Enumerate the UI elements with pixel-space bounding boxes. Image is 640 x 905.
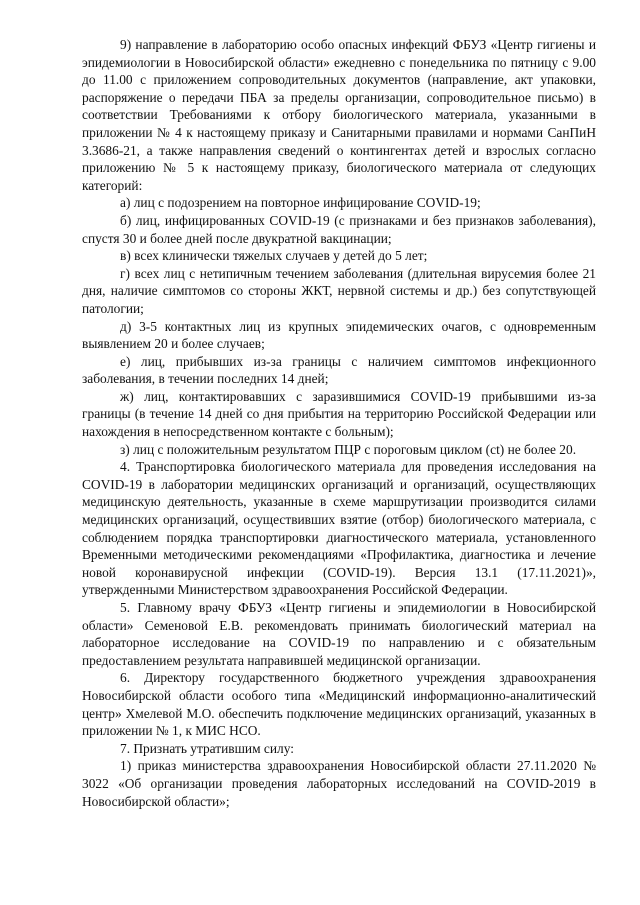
category-z: з) лиц с положительным результатом ПЦР с пороговым циклом (ct) не более 20. [120,441,577,457]
section-7-heading: 7. Признать утратившим силу: [120,740,294,756]
section-6-paragraph: 6. Директору государственного бюджетного учреждения здравоохранения Новосибирской области особого типа «Медицинский информационно-аналитический центр» Хмелевой М.О. обеспечить подключение медицинских организаций, указанных в приложении № 1, к МИС НСО. [82,670,596,739]
category-zh: ж) лиц, контактировавших с заразившимися COVID-19 прибывшими из-за границы (в течение 14 дней со дня прибытия на территорию Российской Федерации или нахождения в непосредственном контакте с больным); [82,388,596,440]
category-v: в) всех клинически тяжелых случаев у детей до 5 лет; [120,248,428,264]
category-a: а) лиц с подозрением на повторное инфицирование COVID-19; [120,195,481,211]
category-b: б) лиц, инфицированных COVID-19 (с признаками и без признаков заболевания), спустя 30 и более дней после двукратной вакцинации; [82,212,596,246]
document-body [82,36,596,810]
category-e: е) лиц, прибывших из-за границы с наличием симптомов инфекционного заболевания, в течении последних 14 дней; [82,353,596,387]
category-g: г) всех лиц с нетипичным течением заболевания (длительная вирусемия более 21 дня, наличие симптомов со стороны ЖКТ, нервной системы и др.) без сопутствующей патологии; [82,265,596,316]
section-7-item-1: 1) приказ министерства здравоохранения Новосибирской области 27.11.2020 № 3022 «Об организации проведения лабораторных исследований на COVID-2019 в Новосибирской области»; [82,758,596,809]
section-4-paragraph: 4. Транспортировка биологического материала для проведения исследования на COVID-19 в лаборатории медицинских организаций и организаций, осуществляющих медицинскую деятельность, указанные в схеме маршрутизации производится силами медицинских организаций, осуществивших взятие (отбор) биологического материала, с соблюдением порядка транспортировки диагностического материала, установленного Временными методическими рекомендациями «Профилактика, диагностика и лечение новой коронавирусной инфекции (COVID-19). Версия 13.1 (17.11.2021)», утвержденными Министерством здравоохранения Российской Федерации. [82,459,596,598]
section-5-paragraph: 5. Главному врачу ФБУЗ «Центр гигиены и эпидемиологии в Новосибирской области» Семеновой Е.В. рекомендовать принимать биологический материал на лабораторное исследование на COVID-19 по направлению и с обязательным предоставлением результата направившей медицинской организации. [82,600,596,668]
category-d: д) 3-5 контактных лиц из крупных эпидемических очагов, с одновременным выявлением 20 и более случаев; [82,318,596,352]
item-9-paragraph: 9) направление в лабораторию особо опасных инфекций ФБУЗ «Центр гигиены и эпидемиологии в Новосибирской области» ежедневно с понедельника по пятницу с 9.00 до 11.00 с приложением сопроводительных документов (направление, акт упаковки, распоряжение о передачи ПБА за пределы организации, сопроводительное письмо) в соответствии Требованиями к отбору биологического материала, указанными в приложении № 4 к настоящему приказу и Санитарными правилами и нормами СанПиН 3.3686-21, а также направления сведений о контингентах детей и взрослых согласно приложению № 5 к настоящему приказу, биологического материала от следующих категорий: [82,37,596,193]
